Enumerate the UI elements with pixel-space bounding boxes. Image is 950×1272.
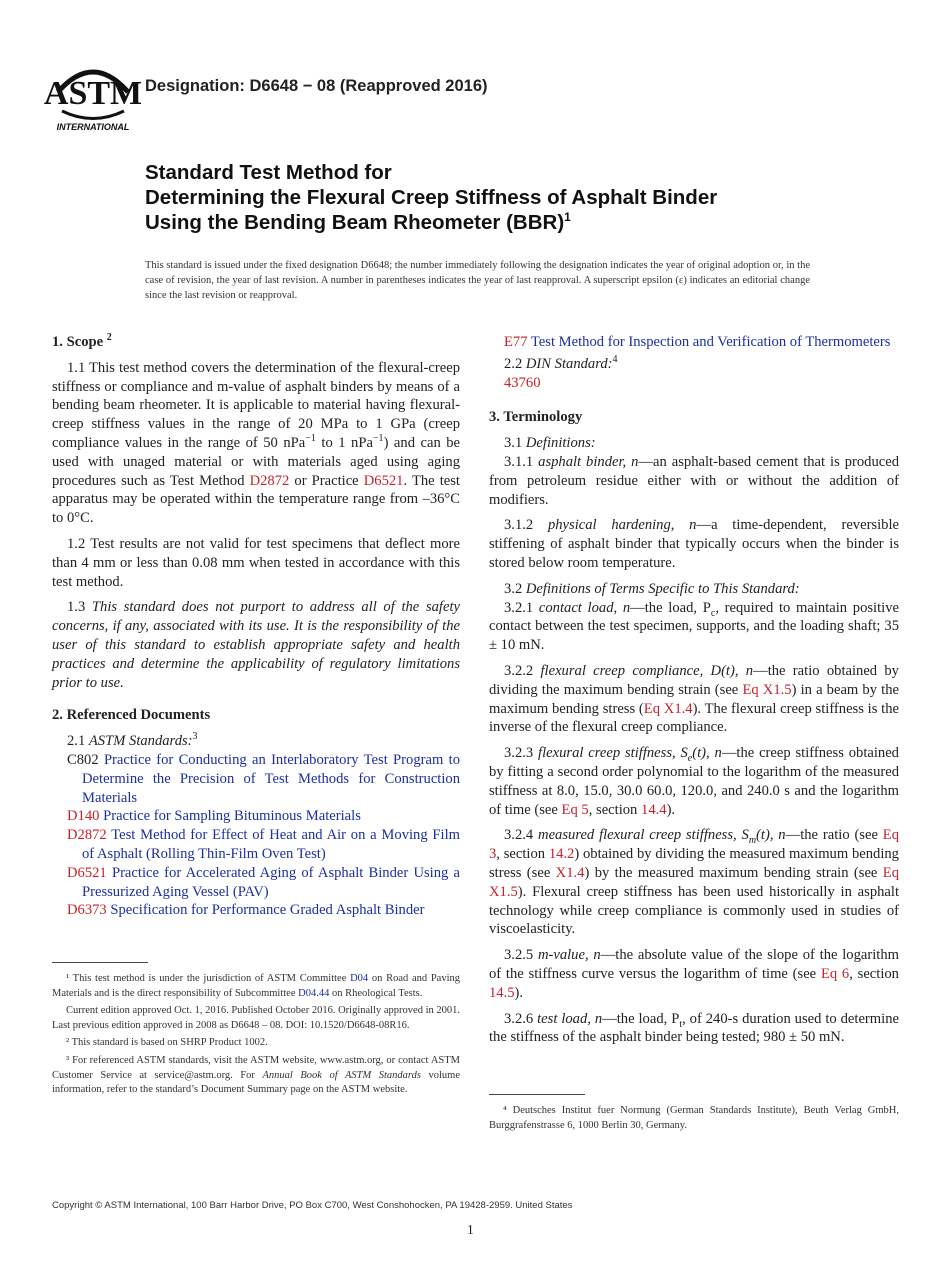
designation: Designation: D6648 − 08 (Reapproved 2016) [145,77,488,95]
ref-d140[interactable]: D140 Practice for Sampling Bituminous Materials [67,808,361,825]
para-3-2-4: 3.2.4 measured flexural creep stiffness, $S_m(t)$, n—the ratio (see Eq 3, section 14.2) obtained by dividing the measured maximum bending stress (see X1.4) by the measured maximum bending strain (see Eq X1.5). Flexural creep stiffness has been used historically in asphalt technology while creep compliance is commonly used in studies of viscoelasticity. [489,827,899,938]
para-3-2-6: 3.2.6 test load, n—the load, $P_t$, of 240-s duration used to determine the stiffness of the asphalt binder being tested; 980 ± 50 mN. [489,1010,899,1046]
svg-text:INTERNATIONAL: INTERNATIONAL [56,122,130,132]
para-3-2-2: 3.2.2 flexural creep compliance, D(t), n—the ratio obtained by dividing the maximum bending strain (see Eq X1.5) in a beam by the maximum bending stress (Eq X1.4). The flexural creep stiffness is the inverse of the flexural creep compliance. [489,662,899,736]
link-section-14-5[interactable]: 14.5 [489,984,515,1001]
para-3-2-3: 3.2.3 flexural creep stiffness, $S_e(t)$, n—the creep stiffness obtained by fitting a second order polynomial to the logarithm of the measured stiffness at 8.0, 15.0, 30.0 60.0, 120.0, and 240.0 s and the logarithm of time (see Eq 5, section 14.4). [489,745,899,818]
footnote-1: ¹ This test method is under the jurisdiction of ASTM Committee D04 on Road and Paving Materials and is the direct responsibility of Subcommittee D04.44 on Rheological Tests. [52,973,460,999]
footnote-1-cont: Current edition approved Oct. 1, 2016. Published October 2016. Originally approved in 2001. Last previous edition approved in 2008 as D6648 – 08. DOI: 10.1520/D6648-08R16. [52,1005,460,1031]
link-section-14-4[interactable]: 14.4 [641,801,667,818]
footnote-3: ³ For referenced ASTM standards, visit the ASTM website, www.astm.org, or contact ASTM Customer Service at service@astm.org. For Annual Book of ASTM Standards volume information, refer to the standard’s Document Summary page on the ASTM website. [52,1054,460,1096]
link-eq-x1-4[interactable]: Eq X1.4 [643,700,693,717]
footnote-4: ⁴ Deutsches Institut fuer Normung (German Standards Institute), Beuth Verlag GmbH, Burggrafenstrasse 6, 1000 Berlin 30, Germany. [489,1105,899,1131]
para-2-2: 2.2 DIN Standard:$^4$ [504,353,618,372]
para-1-1: 1.1 This test method covers the determination of the flexural-creep stiffness or compliance and m-value of asphalt binders by means of a bending beam rheometer. It is applicable to material having flexural-creep stiffness values in the range of 20 MPa to 1 GPa (creep compliance values in the range of 50 nPa$^{-1}$ to 1 nPa$^{-1}$) and can be used with unaged material or with materials aged using aging procedures such as Test Method D2872 or Practice D6521. The test apparatus may be operated within the temperature range from –36°C to 0°C. [52,359,461,527]
para-2-1: 2.1 ASTM Standards:$^3$ [67,731,198,750]
footnote-rule-left [52,962,148,963]
para-3-2-1: 3.2.1 contact load, n—the load, $P_c$, required to maintain positive contact between the test specimen, supports, and the loading shaft; 35 ± 10 mN. [489,599,899,654]
link-d04-44[interactable]: D04.44 [298,987,330,999]
para-3-1-2: 3.1.2 physical hardening, n—a time-dependent, reversible stiffening of asphalt binder that typically occurs when the binder is stored below room temperature. [489,517,899,571]
left-column [52,333,460,920]
link-x1-4[interactable]: X1.4 [555,864,585,881]
para-1-2: 1.2 Test results are not valid for test specimens that deflect more than 4 mm or less than 0.08 mm when tested in accordance with this test method. [52,535,460,590]
link-eq-3[interactable]: Eq 3 [489,827,899,863]
page-number: 1 [467,1222,474,1237]
link-eq-x1-5-b[interactable]: Eq X1.5 [489,864,899,900]
astm-logo [43,56,143,134]
ref-c802[interactable]: C802 Practice for Conducting an Interlaboratory Test Program to Determine the Precision of Test Methods for Construction Materials [67,751,460,806]
link-eq-5[interactable]: Eq 5 [561,801,589,818]
para-3-1-1: 3.1.1 asphalt binder, n—an asphalt-based cement that is produced from petroleum residue either with or without the addition of modifiers. [489,453,899,508]
title-line-1: Standard Test Method for [145,161,392,184]
title-line-2: Determining the Flexural Creep Stiffness of Asphalt Binder [145,186,718,209]
link-d2872[interactable]: D2872 [249,472,290,489]
link-eq-6[interactable]: Eq 6 [820,965,850,982]
ref-e77[interactable]: E77 Test Method for Inspection and Verification of Thermometers [504,334,891,350]
footnote-2: ² This standard is based on SHRP Product 1002. [66,1037,268,1049]
terminology-heading: 3. Terminology [489,409,583,426]
scope-heading: 1. Scope $^2$ [52,332,112,350]
footnotes-left [52,972,460,1101]
issuance-note: This standard is issued under the fixed designation D6648; the number immediately following the designation indicates the year of original adoption or, in the case of revision, the year of last revision. A number in parentheses indicates the year of last reapproval. A superscript epsilon (ε) indicates an editorial change since the last revision or reapproval. [145,260,810,301]
right-column [489,333,899,1054]
document-title [145,160,717,235]
para-3-2: 3.2 Definitions of Terms Specific to This Standard: [504,580,800,597]
ref-d6521[interactable]: D6521 Practice for Accelerated Aging of Asphalt Binder Using a Pressurized Aging Vessel (PAV) [67,864,460,900]
footnote-rule-right [489,1094,585,1095]
para-3-2-5: 3.2.5 m-value, n—the absolute value of the slope of the logarithm of the stiffness curve versus the logarithm of time (see Eq 6, section 14.5). [489,947,899,1001]
link-section-14-2[interactable]: 14.2 [548,846,575,863]
refdocs-heading: 2. Referenced Documents [52,707,211,724]
svg-text:ASTM: ASTM [43,75,143,112]
copyright-footer: Copyright © ASTM International, 100 Barr Harbor Drive, PO Box C700, West Conshohocken, PA 19428-2959. United States [52,1200,573,1211]
para-3-1: 3.1 Definitions: [504,435,596,452]
ref-d2872[interactable]: D2872 Test Method for Effect of Heat and Air on a Moving Film of Asphalt (Rolling Thin-Film Oven Test) [67,827,460,862]
link-eq-x1-5[interactable]: Eq X1.5 [742,681,792,698]
link-d6521[interactable]: D6521 [363,472,404,489]
ref-din-43760[interactable]: 43760 [504,374,541,391]
ref-d6373[interactable]: D6373 Specification for Performance Graded Asphalt Binder [67,902,425,919]
footnotes-right [489,1104,899,1136]
title-line-3: Using the Bending Beam Rheometer (BBR)$^1$ [145,210,571,234]
para-1-3: 1.3 This standard does not purport to address all of the safety concerns, if any, associated with its use. It is the responsibility of the user of this standard to establish appropriate safety and health practices and determine the applicability of regulatory limitations prior to use. [52,599,460,691]
link-d04[interactable]: D04 [350,973,369,984]
